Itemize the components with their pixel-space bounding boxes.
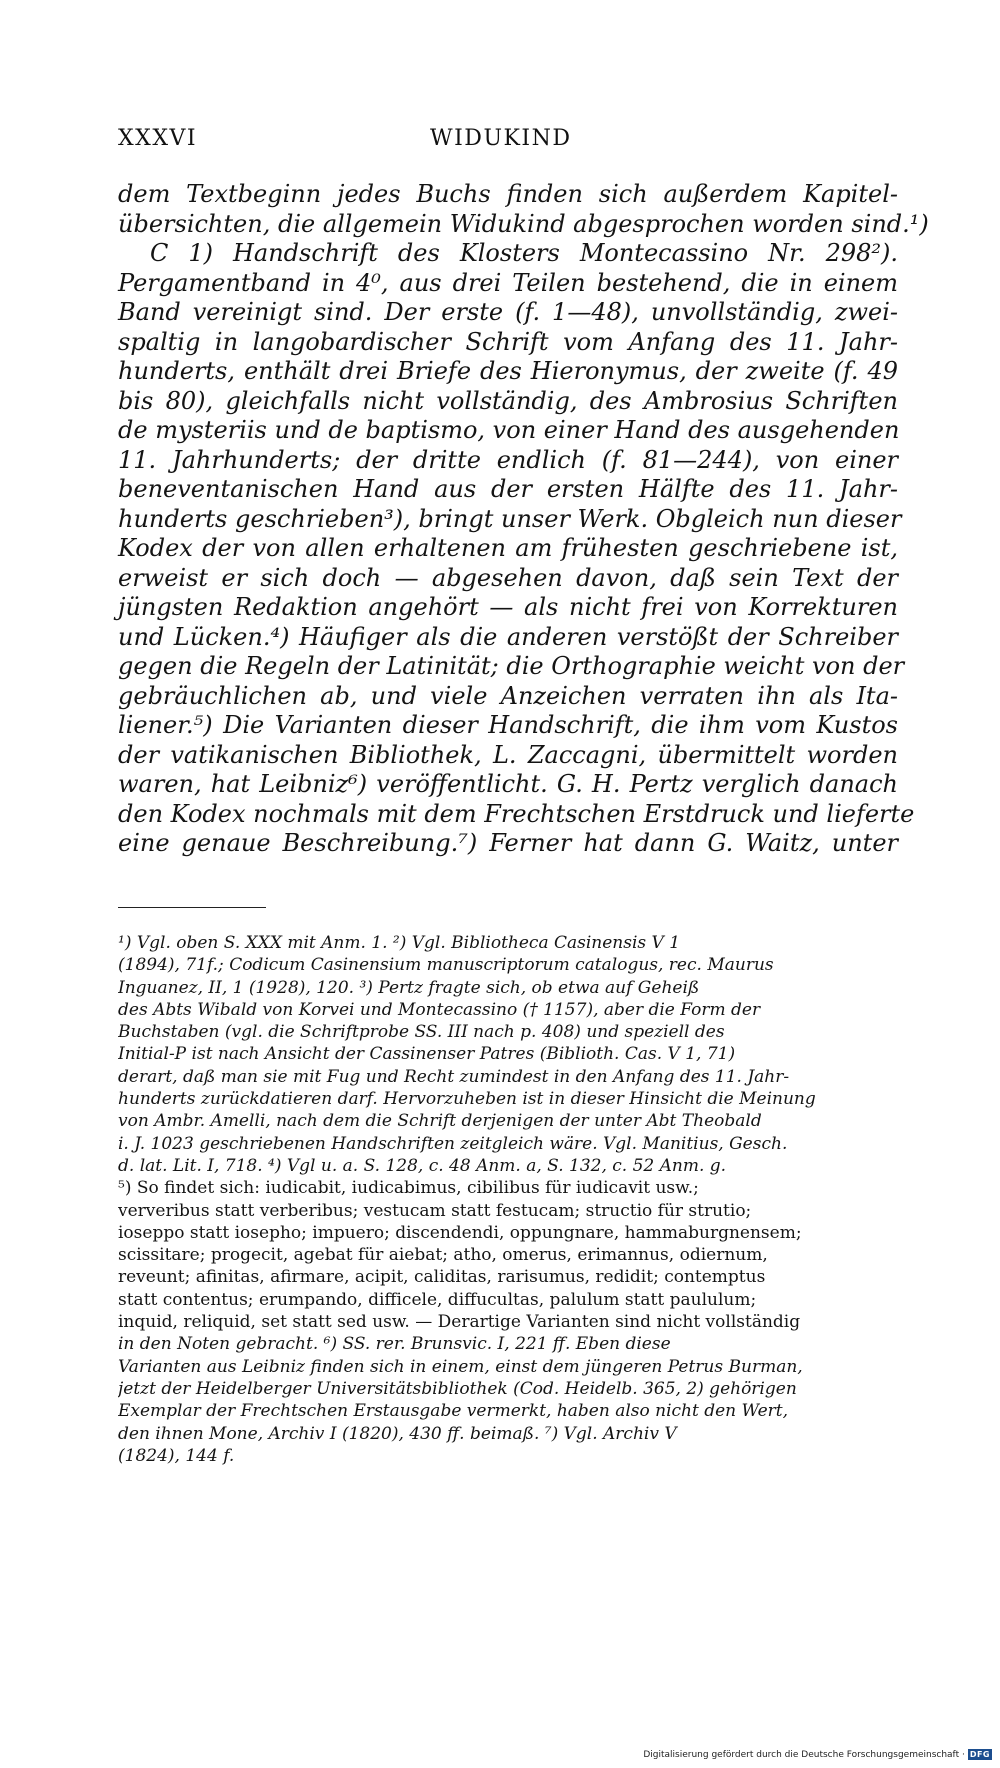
funding-note: Digitalisierung gefördert durch die Deutsche Forschungsgemeinschaft ·	[643, 1749, 965, 1760]
main-text-line: waren, hat Leibniz⁶) veröffentlicht. G. H. Pertz verglich danach	[118, 770, 898, 798]
main-text-line: dem Textbeginn jedes Buchs finden sich außerdem Kapitel-	[118, 180, 898, 208]
footnote-line: ⁵) So findet sich: iudicabit, iudicabimus, cibilibus für iudicavit usw.;	[118, 1178, 699, 1199]
dfg-logo: DFG	[969, 1750, 990, 1759]
main-text-line: hunderts geschrieben³), bringt unser Werk. Obgleich nun dieser	[118, 504, 902, 533]
main-text	[118, 180, 929, 859]
running-title: WIDUKIND	[430, 126, 572, 151]
main-text-line: jüngsten Redaktion angehört — als nicht frei von Korrekturen	[118, 593, 898, 621]
main-text-line: und Lücken.⁴) Häufiger als die anderen verstößt der Schreiber	[118, 622, 898, 651]
footnote-line: ververibus statt verberibus; vestucam statt festucam; structio für strutio;	[118, 1200, 752, 1221]
footnote-line: ioseppo statt iosepho; impuero; discendendi, oppungnare, hammaburgnensem;	[118, 1222, 802, 1243]
footnote-line: Varianten aus Leibniz finden sich in einem, einst dem jüngeren Petrus Burman,	[118, 1356, 803, 1377]
footnote-line: ¹) Vgl. oben S. XXX mit Anm. 1. ²) Vgl. Bibliotheca Casinensis V 1	[118, 933, 681, 953]
footnote-line: derart, daß man sie mit Fug und Recht zumindest in den Anfang des 11. Jahr-	[118, 1066, 790, 1087]
footnote-line: jetzt der Heidelberger Universitätsbibliothek (Cod. Heidelb. 365, 2) gehörigen	[118, 1378, 797, 1399]
main-text-line: liener.⁵) Die Varianten dieser Handschrift, die ihm vom Kustos	[118, 711, 898, 739]
footnote-divider	[118, 907, 266, 908]
main-text-line: de mysteriis und de baptismo, von einer Hand des ausgehenden	[118, 416, 900, 444]
footnote-line: Inguanez, II, 1 (1928), 120. ³) Pertz fragte sich, ob etwa auf Geheiß	[118, 977, 700, 998]
main-text-line: C 1) Handschrift des Klosters Montecassino Nr. 298²).	[150, 239, 898, 267]
main-text-line: Pergamentband in 4⁰, aus drei Teilen bestehend, die in einem	[118, 268, 898, 297]
footnote-line: inquid, reliquid, set statt sed usw. — Derartige Varianten sind nicht vollständig	[118, 1312, 801, 1333]
main-text-line: eine genaue Beschreibung.⁷) Ferner hat dann G. Waitz, unter	[118, 829, 898, 857]
footnote-line: Initial-P ist nach Ansicht der Cassinenser Patres (Biblioth. Cas. V 1, 71)	[118, 1044, 736, 1065]
footnotes	[118, 932, 898, 1467]
main-text-line: übersichten, die allgemein Widukind abgesprochen worden sind.¹)	[118, 209, 929, 238]
footnote-line: reveunt; afinitas, afirmare, acipit, caliditas, rarisumus, redidit; contemptus	[118, 1267, 766, 1288]
footnote-line: statt contentus; erumpando, difficele, diffucultas, palulum statt paululum;	[118, 1289, 757, 1310]
footnote-line: i. J. 1023 geschriebenen Handschriften zeitgleich wäre. Vgl. Manitius, Gesch.	[118, 1133, 788, 1154]
main-text-line: Kodex der von allen erhaltenen am frühesten geschriebene ist,	[118, 534, 898, 562]
main-text-line: hunderts, enthält drei Briefe des Hieronymus, der zweite (f. 49	[118, 357, 898, 385]
footnote-line: (1824), 144 f.	[118, 1445, 235, 1466]
footnote-line: den ihnen Mone, Archiv I (1820), 430 ff. beimaß. ⁷) Vgl. Archiv V	[118, 1423, 677, 1444]
main-text-line: bis 80), gleichfalls nicht vollständig, des Ambrosius Schriften	[118, 386, 898, 415]
main-text-line: den Kodex nochmals mit dem Frechtschen Erstdruck und lieferte	[118, 799, 915, 828]
footnote-line: Exemplar der Frechtschen Erstausgabe vermerkt, haben also nicht den Wert,	[118, 1401, 789, 1422]
footnote-line: scissitare; progecit, agebat für aiebat; atho, omerus, erimannus, odiernum,	[118, 1245, 768, 1266]
main-text-line: Band vereinigt sind. Der erste (f. 1—48), unvollständig, zwei-	[118, 298, 898, 326]
main-text-line: erweist er sich doch — abgesehen davon, daß sein Text der	[118, 563, 898, 592]
footnote-line: d. lat. Lit. I, 718. ⁴) Vgl u. a. S. 128, c. 48 Anm. a, S. 132, c. 52 Anm. g.	[118, 1155, 727, 1176]
main-text-line: beneventanischen Hand aus der ersten Hälfte des 11. Jahr-	[118, 475, 898, 503]
footnote-line: (1894), 71f.; Codicum Casinensium manuscriptorum catalogus, rec. Maurus	[118, 955, 774, 976]
main-text-line: gebräuchlichen ab, und viele Anzeichen verraten ihn als Ita-	[118, 681, 898, 710]
footnote-line: in den Noten gebracht. ⁶) SS. rer. Brunsvic. I, 221 ff. Eben diese	[118, 1334, 671, 1355]
funding-footer	[643, 1749, 992, 1760]
main-text-line: spaltig in langobardischer Schrift vom Anfang des 11. Jahr-	[118, 327, 898, 356]
footnote-line: des Abts Wibald von Korvei und Montecassino († 1157), aber die Form der	[118, 999, 761, 1020]
page-number: XXXVI	[118, 126, 198, 151]
main-text-line: gegen die Regeln der Latinität; die Orthographie weicht von der	[118, 652, 905, 680]
footnote-line: von Ambr. Amelli, nach dem die Schrift derjenigen der unter Abt Theobald	[118, 1111, 762, 1132]
footnote-line: hunderts zurückdatieren darf. Hervorzuheben ist in dieser Hinsicht die Meinung	[118, 1089, 816, 1110]
footnote-line: Buchstaben (vgl. die Schriftprobe SS. III nach p. 408) und speziell des	[118, 1022, 725, 1043]
main-text-line: der vatikanischen Bibliothek, L. Zaccagni, übermittelt worden	[118, 740, 898, 769]
main-text-line: 11. Jahrhunderts; der dritte endlich (f. 81—244), von einer	[118, 445, 898, 474]
